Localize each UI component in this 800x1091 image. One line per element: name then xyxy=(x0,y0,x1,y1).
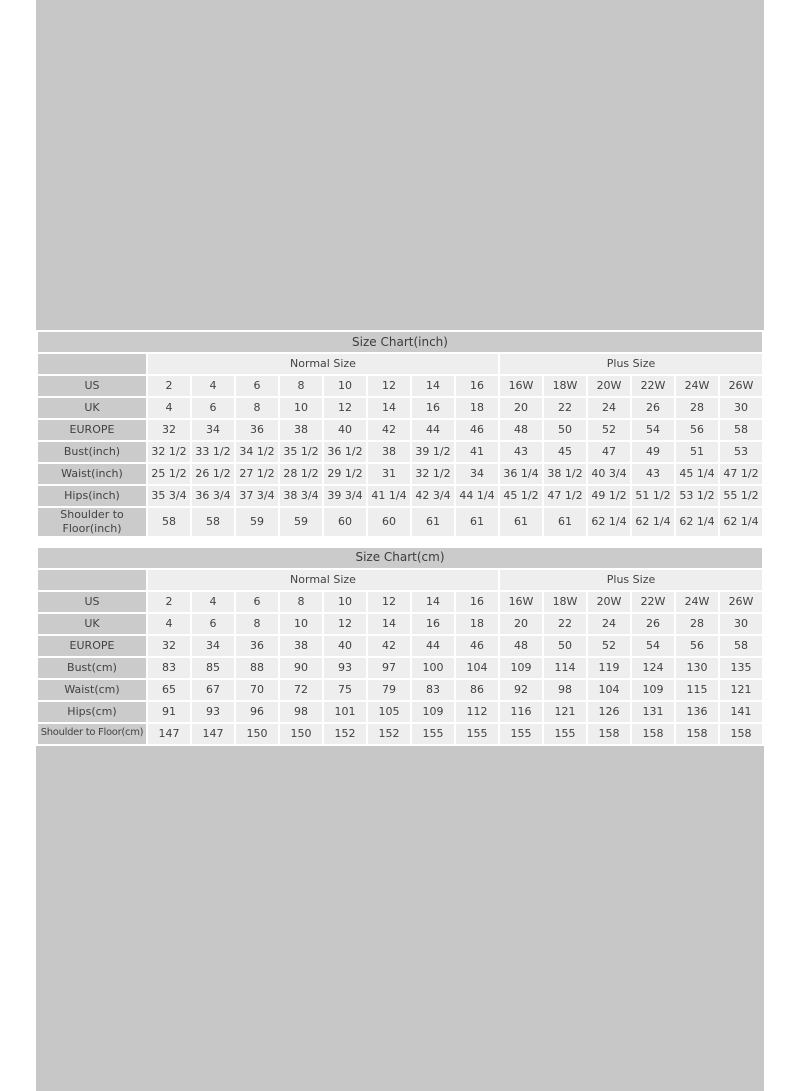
size-value: 98 xyxy=(544,680,586,700)
size-value: 155 xyxy=(412,724,454,744)
size-value: 50 xyxy=(544,420,586,440)
size-value: 14 xyxy=(412,376,454,396)
size-value: 109 xyxy=(412,702,454,722)
size-value: 18 xyxy=(456,398,498,418)
size-value: 18W xyxy=(544,376,586,396)
size-value: 105 xyxy=(368,702,410,722)
size-value: 10 xyxy=(324,376,366,396)
size-value: 42 3/4 xyxy=(412,486,454,506)
size-value: 22 xyxy=(544,398,586,418)
size-value: 28 xyxy=(676,614,718,634)
table-row xyxy=(38,376,762,396)
size-value: 26W xyxy=(720,376,762,396)
size-value: 44 xyxy=(412,420,454,440)
row-label: Bust(cm) xyxy=(38,658,146,678)
size-value: 53 1/2 xyxy=(676,486,718,506)
size-value: 104 xyxy=(456,658,498,678)
size-value: 93 xyxy=(192,702,234,722)
size-value: 48 xyxy=(500,636,542,656)
group-header-plus-size: Plus Size xyxy=(500,354,762,374)
size-value: 56 xyxy=(676,420,718,440)
size-value: 43 xyxy=(632,464,674,484)
size-value: 55 1/2 xyxy=(720,486,762,506)
size-value: 32 1/2 xyxy=(148,442,190,462)
size-value: 86 xyxy=(456,680,498,700)
size-value: 116 xyxy=(500,702,542,722)
size-value: 16 xyxy=(456,592,498,612)
size-value: 22 xyxy=(544,614,586,634)
size-value: 58 xyxy=(148,508,190,536)
size-value: 45 1/2 xyxy=(500,486,542,506)
table-row xyxy=(38,486,762,506)
row-label: Shoulder to Floor(cm) xyxy=(38,724,146,744)
size-value: 28 1/2 xyxy=(280,464,322,484)
size-value: 38 xyxy=(280,420,322,440)
size-value: 40 xyxy=(324,636,366,656)
table-row xyxy=(38,702,762,722)
size-value: 47 1/2 xyxy=(720,464,762,484)
size-value: 40 3/4 xyxy=(588,464,630,484)
size-value: 135 xyxy=(720,658,762,678)
size-value: 16 xyxy=(412,398,454,418)
size-value: 8 xyxy=(236,614,278,634)
size-value: 29 1/2 xyxy=(324,464,366,484)
size-value: 36 1/4 xyxy=(500,464,542,484)
table-title: Size Chart(inch) xyxy=(38,332,762,352)
size-value: 150 xyxy=(280,724,322,744)
corner-cell xyxy=(38,570,146,590)
size-value: 65 xyxy=(148,680,190,700)
row-label: EUROPE xyxy=(38,420,146,440)
size-value: 100 xyxy=(412,658,454,678)
size-value: 141 xyxy=(720,702,762,722)
size-value: 61 xyxy=(412,508,454,536)
size-value: 158 xyxy=(676,724,718,744)
size-value: 35 3/4 xyxy=(148,486,190,506)
row-label: UK xyxy=(38,614,146,634)
size-value: 48 xyxy=(500,420,542,440)
size-value: 16 xyxy=(412,614,454,634)
table-row xyxy=(38,420,762,440)
size-value: 45 1/4 xyxy=(676,464,718,484)
size-value: 112 xyxy=(456,702,498,722)
size-value: 46 xyxy=(456,420,498,440)
size-value: 24W xyxy=(676,376,718,396)
size-value: 30 xyxy=(720,398,762,418)
size-value: 26 1/2 xyxy=(192,464,234,484)
size-value: 92 xyxy=(500,680,542,700)
size-value: 12 xyxy=(368,592,410,612)
size-value: 18W xyxy=(544,592,586,612)
size-value: 36 3/4 xyxy=(192,486,234,506)
size-value: 32 xyxy=(148,420,190,440)
size-value: 124 xyxy=(632,658,674,678)
size-value: 147 xyxy=(148,724,190,744)
size-value: 42 xyxy=(368,636,410,656)
size-value: 131 xyxy=(632,702,674,722)
size-value: 4 xyxy=(192,592,234,612)
size-value: 60 xyxy=(368,508,410,536)
size-value: 59 xyxy=(236,508,278,536)
size-value: 16 xyxy=(456,376,498,396)
size-value: 2 xyxy=(148,592,190,612)
size-value: 83 xyxy=(148,658,190,678)
size-value: 39 1/2 xyxy=(412,442,454,462)
size-value: 158 xyxy=(720,724,762,744)
row-label: US xyxy=(38,376,146,396)
size-value: 10 xyxy=(280,398,322,418)
size-value: 24 xyxy=(588,398,630,418)
size-value: 39 3/4 xyxy=(324,486,366,506)
size-value: 30 xyxy=(720,614,762,634)
size-value: 88 xyxy=(236,658,278,678)
size-value: 56 xyxy=(676,636,718,656)
size-value: 36 1/2 xyxy=(324,442,366,462)
size-value: 58 xyxy=(720,420,762,440)
size-value: 20W xyxy=(588,592,630,612)
size-value: 6 xyxy=(236,376,278,396)
size-value: 62 1/4 xyxy=(588,508,630,536)
size-value: 36 xyxy=(236,636,278,656)
size-value: 2 xyxy=(148,376,190,396)
size-value: 25 1/2 xyxy=(148,464,190,484)
size-value: 14 xyxy=(368,398,410,418)
size-value: 72 xyxy=(280,680,322,700)
row-label: Hips(inch) xyxy=(38,486,146,506)
row-label: Hips(cm) xyxy=(38,702,146,722)
table-row xyxy=(38,680,762,700)
size-value: 75 xyxy=(324,680,366,700)
size-value: 34 xyxy=(192,420,234,440)
size-value: 54 xyxy=(632,420,674,440)
size-value: 61 xyxy=(500,508,542,536)
table-row xyxy=(38,508,762,536)
size-value: 35 1/2 xyxy=(280,442,322,462)
size-value: 130 xyxy=(676,658,718,678)
size-value: 97 xyxy=(368,658,410,678)
size-value: 104 xyxy=(588,680,630,700)
size-value: 42 xyxy=(368,420,410,440)
size-value: 16W xyxy=(500,592,542,612)
size-value: 41 1/4 xyxy=(368,486,410,506)
size-value: 98 xyxy=(280,702,322,722)
size-value: 62 1/4 xyxy=(676,508,718,536)
size-value: 54 xyxy=(632,636,674,656)
size-chart-table-inch xyxy=(36,330,764,538)
size-value: 6 xyxy=(236,592,278,612)
size-value: 38 xyxy=(368,442,410,462)
row-label: Bust(inch) xyxy=(38,442,146,462)
table-row xyxy=(38,724,762,744)
row-label: Shoulder to Floor(inch) xyxy=(38,508,146,536)
size-value: 26W xyxy=(720,592,762,612)
size-value: 24 xyxy=(588,614,630,634)
size-value: 38 xyxy=(280,636,322,656)
size-value: 47 1/2 xyxy=(544,486,586,506)
size-value: 155 xyxy=(456,724,498,744)
size-value: 121 xyxy=(720,680,762,700)
size-value: 14 xyxy=(368,614,410,634)
size-value: 34 1/2 xyxy=(236,442,278,462)
size-value: 109 xyxy=(632,680,674,700)
row-label: Waist(inch) xyxy=(38,464,146,484)
size-value: 51 1/2 xyxy=(632,486,674,506)
size-value: 152 xyxy=(368,724,410,744)
size-value: 62 1/4 xyxy=(632,508,674,536)
size-value: 62 1/4 xyxy=(720,508,762,536)
size-value: 51 xyxy=(676,442,718,462)
size-value: 115 xyxy=(676,680,718,700)
size-value: 46 xyxy=(456,636,498,656)
size-value: 38 3/4 xyxy=(280,486,322,506)
size-value: 4 xyxy=(192,376,234,396)
size-value: 114 xyxy=(544,658,586,678)
size-value: 36 xyxy=(236,420,278,440)
size-value: 121 xyxy=(544,702,586,722)
size-charts xyxy=(36,330,764,746)
group-header-plus-size: Plus Size xyxy=(500,570,762,590)
size-value: 20W xyxy=(588,376,630,396)
size-value: 150 xyxy=(236,724,278,744)
size-value: 52 xyxy=(588,636,630,656)
size-value: 83 xyxy=(412,680,454,700)
size-value: 58 xyxy=(192,508,234,536)
size-value: 22W xyxy=(632,592,674,612)
size-value: 49 1/2 xyxy=(588,486,630,506)
size-value: 14 xyxy=(412,592,454,612)
size-value: 10 xyxy=(280,614,322,634)
size-value: 119 xyxy=(588,658,630,678)
size-value: 52 xyxy=(588,420,630,440)
size-value: 101 xyxy=(324,702,366,722)
table-row xyxy=(38,592,762,612)
size-value: 79 xyxy=(368,680,410,700)
size-chart-table-cm xyxy=(36,546,764,746)
row-label: Waist(cm) xyxy=(38,680,146,700)
size-value: 155 xyxy=(500,724,542,744)
size-value: 34 xyxy=(192,636,234,656)
size-value: 49 xyxy=(632,442,674,462)
size-value: 158 xyxy=(632,724,674,744)
size-value: 70 xyxy=(236,680,278,700)
size-value: 33 1/2 xyxy=(192,442,234,462)
size-value: 90 xyxy=(280,658,322,678)
corner-cell xyxy=(38,354,146,374)
size-value: 31 xyxy=(368,464,410,484)
size-value: 44 1/4 xyxy=(456,486,498,506)
size-value: 16W xyxy=(500,376,542,396)
size-value: 32 xyxy=(148,636,190,656)
size-value: 6 xyxy=(192,614,234,634)
size-value: 26 xyxy=(632,614,674,634)
row-label: EUROPE xyxy=(38,636,146,656)
size-value: 22W xyxy=(632,376,674,396)
size-value: 93 xyxy=(324,658,366,678)
row-label: UK xyxy=(38,398,146,418)
size-value: 67 xyxy=(192,680,234,700)
size-value: 61 xyxy=(456,508,498,536)
size-value: 32 1/2 xyxy=(412,464,454,484)
size-value: 152 xyxy=(324,724,366,744)
size-value: 20 xyxy=(500,614,542,634)
group-header-normal-size: Normal Size xyxy=(148,570,498,590)
size-value: 43 xyxy=(500,442,542,462)
size-value: 59 xyxy=(280,508,322,536)
size-value: 34 xyxy=(456,464,498,484)
row-label: US xyxy=(38,592,146,612)
size-value: 10 xyxy=(324,592,366,612)
size-value: 45 xyxy=(544,442,586,462)
size-value: 28 xyxy=(676,398,718,418)
table-row xyxy=(38,398,762,418)
size-value: 50 xyxy=(544,636,586,656)
size-value: 8 xyxy=(280,592,322,612)
size-value: 12 xyxy=(324,398,366,418)
size-value: 26 xyxy=(632,398,674,418)
size-value: 8 xyxy=(236,398,278,418)
table-row xyxy=(38,658,762,678)
size-value: 18 xyxy=(456,614,498,634)
size-value: 85 xyxy=(192,658,234,678)
size-value: 8 xyxy=(280,376,322,396)
size-value: 47 xyxy=(588,442,630,462)
size-value: 20 xyxy=(500,398,542,418)
size-value: 136 xyxy=(676,702,718,722)
size-value: 12 xyxy=(368,376,410,396)
size-value: 37 3/4 xyxy=(236,486,278,506)
table-row xyxy=(38,442,762,462)
table-title: Size Chart(cm) xyxy=(38,548,762,568)
size-value: 158 xyxy=(588,724,630,744)
table-row xyxy=(38,614,762,634)
size-value: 147 xyxy=(192,724,234,744)
size-value: 27 1/2 xyxy=(236,464,278,484)
size-value: 38 1/2 xyxy=(544,464,586,484)
size-value: 4 xyxy=(148,614,190,634)
size-value: 109 xyxy=(500,658,542,678)
table-row xyxy=(38,464,762,484)
size-value: 53 xyxy=(720,442,762,462)
size-value: 126 xyxy=(588,702,630,722)
size-value: 12 xyxy=(324,614,366,634)
size-value: 4 xyxy=(148,398,190,418)
size-value: 91 xyxy=(148,702,190,722)
size-value: 24W xyxy=(676,592,718,612)
group-header-normal-size: Normal Size xyxy=(148,354,498,374)
size-value: 6 xyxy=(192,398,234,418)
size-value: 60 xyxy=(324,508,366,536)
size-value: 61 xyxy=(544,508,586,536)
size-value: 58 xyxy=(720,636,762,656)
size-value: 44 xyxy=(412,636,454,656)
size-value: 155 xyxy=(544,724,586,744)
size-value: 96 xyxy=(236,702,278,722)
size-value: 41 xyxy=(456,442,498,462)
size-value: 40 xyxy=(324,420,366,440)
table-row xyxy=(38,636,762,656)
